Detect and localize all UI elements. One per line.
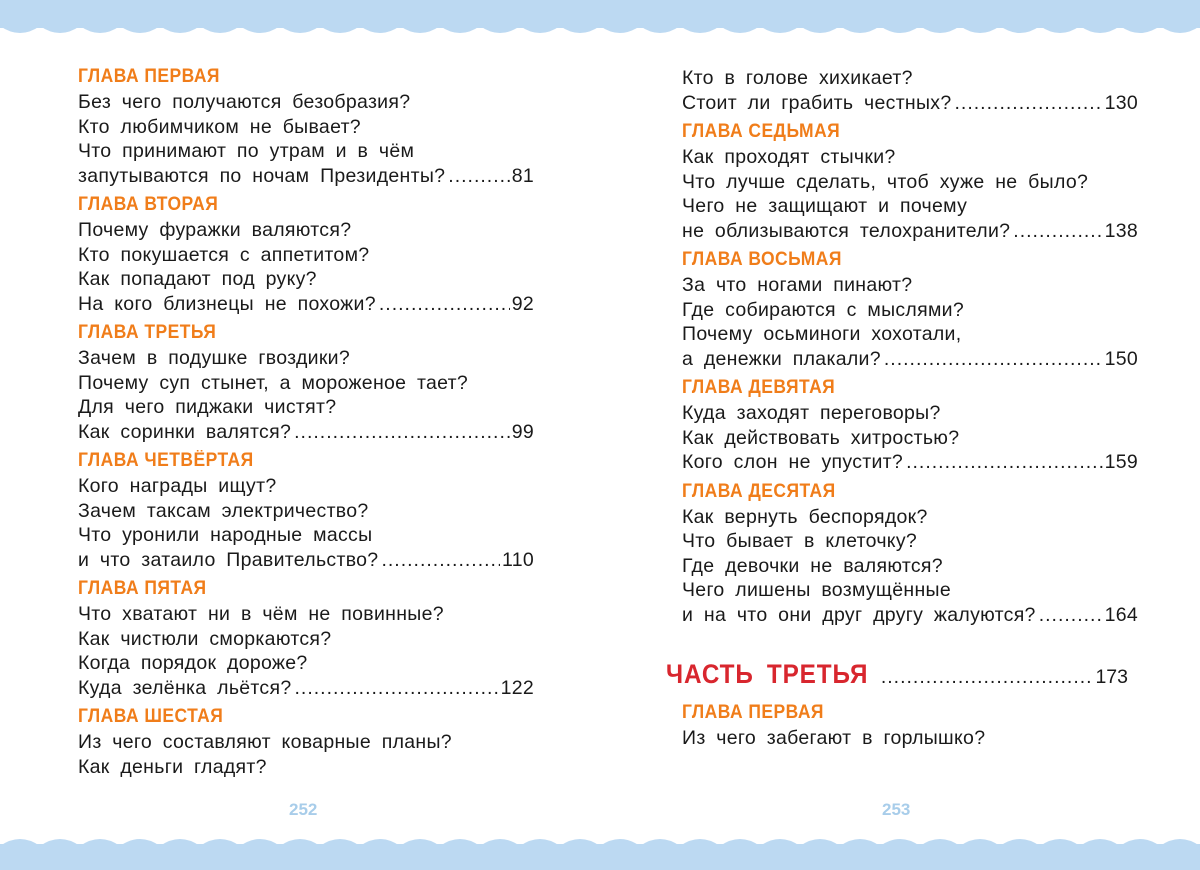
top-decorative-band [0,0,1200,28]
toc-line: Где собираются с мыслями? [682,298,965,321]
toc-chapter [78,192,534,316]
page-reference: 81 [511,164,534,187]
toc-line: Стоит ли грабить честных? [682,91,952,114]
page-reference: 159 [1104,451,1138,473]
toc-line: Где девочки не валяются? [682,554,943,577]
toc-line: Почему осьминоги хохотали, [682,323,962,345]
toc-line: Почему суп стынет, а мороженое тает? [78,371,469,394]
toc-final-line [78,420,534,445]
toc-line: Чего не защищают и почему [682,195,968,217]
toc-final-line [682,219,1138,244]
chapter-heading: ГЛАВА ДЕСЯТАЯ [682,480,836,502]
toc-final-line [78,548,534,573]
part-heading-row [666,659,1128,690]
toc-line: Зачем в подушке гвоздики? [78,347,350,369]
dot-leader [294,420,510,445]
toc-line: За что ногами пинают? [682,274,913,296]
page-reference: 92 [511,292,534,315]
toc-line: и что затаило Правительство? [78,548,379,571]
chapter-heading: ГЛАВА ВОСЬМАЯ [682,249,842,270]
toc-chapter [78,448,534,572]
toc-final-line [682,347,1138,372]
toc-chapter [682,247,1138,371]
dot-leader [881,666,1094,689]
toc-line: Чего лишены возмущённые [682,579,952,601]
page-number: 253 [882,800,911,819]
page-number: 252 [289,800,318,819]
page-reference: 122 [500,676,534,699]
page-reference: 173 [1095,666,1128,688]
dot-leader [448,164,509,189]
toc-line: а денежки плакали? [682,347,881,370]
toc-chapter [682,700,1138,751]
toc-line: Как вернуть беспорядок? [682,505,928,528]
left-page-contents [78,62,534,783]
dot-leader [295,676,499,701]
toc-final-line [682,91,1138,116]
toc-line: Как чистюли сморкаются? [78,627,332,650]
toc-line: Кого награды ищут? [78,475,277,497]
toc-continuation [682,66,1138,115]
toc-line: Кто покушается с аппетитом? [78,243,370,266]
top-wave-border [0,26,1200,42]
part-title: ЧАСТЬ ТРЕТЬЯ [666,659,869,689]
toc-chapter [78,576,534,700]
dot-leader [1039,603,1103,628]
toc-line: Кто любимчиком не бывает? [78,115,361,138]
dot-leader [884,347,1103,372]
toc-line: Когда порядок дороже? [78,652,308,674]
toc-line: запутываются по ночам Президенты? [78,164,446,187]
toc-line: Кого слон не упустит? [682,451,904,473]
dot-leader [955,91,1103,116]
toc-chapter [682,375,1138,475]
toc-line: Зачем таксам электричество? [78,499,369,522]
page-reference: 150 [1104,347,1138,370]
toc-line: Для чего пиджаки чистят? [78,396,337,418]
dot-leader [1013,219,1102,244]
chapter-heading: ГЛАВА ТРЕТЬЯ [78,322,217,343]
toc-line: Кто в голове хихикает? [682,67,913,89]
chapter-heading: ГЛАВА ДЕВЯТАЯ [682,377,836,398]
toc-line: Куда заходят переговоры? [682,402,941,424]
page-reference: 138 [1104,219,1138,242]
chapter-heading: ГЛАВА ПЕРВАЯ [682,702,824,723]
toc-chapter [682,119,1138,243]
toc-line: Что лучше сделать, чтоб хуже не было? [682,170,1089,193]
dot-leader [381,548,500,573]
chapter-heading: ГЛАВА ЧЕТВЁРТАЯ [78,450,254,471]
page-reference: 99 [511,420,534,443]
toc-final-line [78,164,534,189]
toc-chapter [78,64,534,188]
toc-line: На кого близнецы не похожи? [78,292,376,315]
toc-final-line [682,603,1138,628]
toc-line: Как попадают под руку? [78,268,317,290]
toc-line: Как действовать хитростью? [682,426,960,449]
page-reference: 130 [1104,91,1138,114]
toc-final-line [682,450,1138,475]
toc-line: Куда зелёнка льётся? [78,676,292,699]
page-reference: 110 [502,548,534,571]
toc-chapter [78,320,534,444]
chapter-heading: ГЛАВА СЕДЬМАЯ [682,121,841,142]
right-page-contents [666,66,1138,755]
toc-line: Как деньги гладят? [78,755,267,778]
bottom-wave-border [0,830,1200,846]
toc-line: Что бывает в клеточку? [682,530,918,552]
toc-line: и на что они друг другу жалуются? [682,603,1036,626]
toc-final-line [78,292,534,317]
toc-line: Как проходят стычки? [682,146,896,168]
toc-line: Почему фуражки валяются? [78,219,352,241]
toc-line: Что принимают по утрам и в чём [78,140,415,162]
toc-final-line [78,676,534,701]
toc-line: Как соринки валятся? [78,420,292,443]
dot-leader [379,292,510,317]
chapter-heading: ГЛАВА ВТОРАЯ [78,194,219,215]
chapter-heading: ГЛАВА ШЕСТАЯ [78,706,224,727]
toc-line: Без чего получаются безобразия? [78,91,411,113]
toc-line: не облизываются телохранители? [682,219,1011,242]
toc-line: Что уронили народные массы [78,524,373,546]
page-reference: 164 [1104,603,1138,626]
chapter-heading: ГЛАВА ПЯТАЯ [78,578,207,599]
dot-leader [906,450,1103,475]
toc-line: Что хватают ни в чём не повинные? [78,603,444,625]
toc-chapter [78,704,534,779]
toc-line: Из чего составляют коварные планы? [78,731,452,753]
toc-line: Из чего забегают в горлышко? [682,727,986,749]
chapter-heading: ГЛАВА ПЕРВАЯ [78,66,220,87]
toc-chapter [682,479,1138,628]
bottom-decorative-band [0,844,1200,870]
